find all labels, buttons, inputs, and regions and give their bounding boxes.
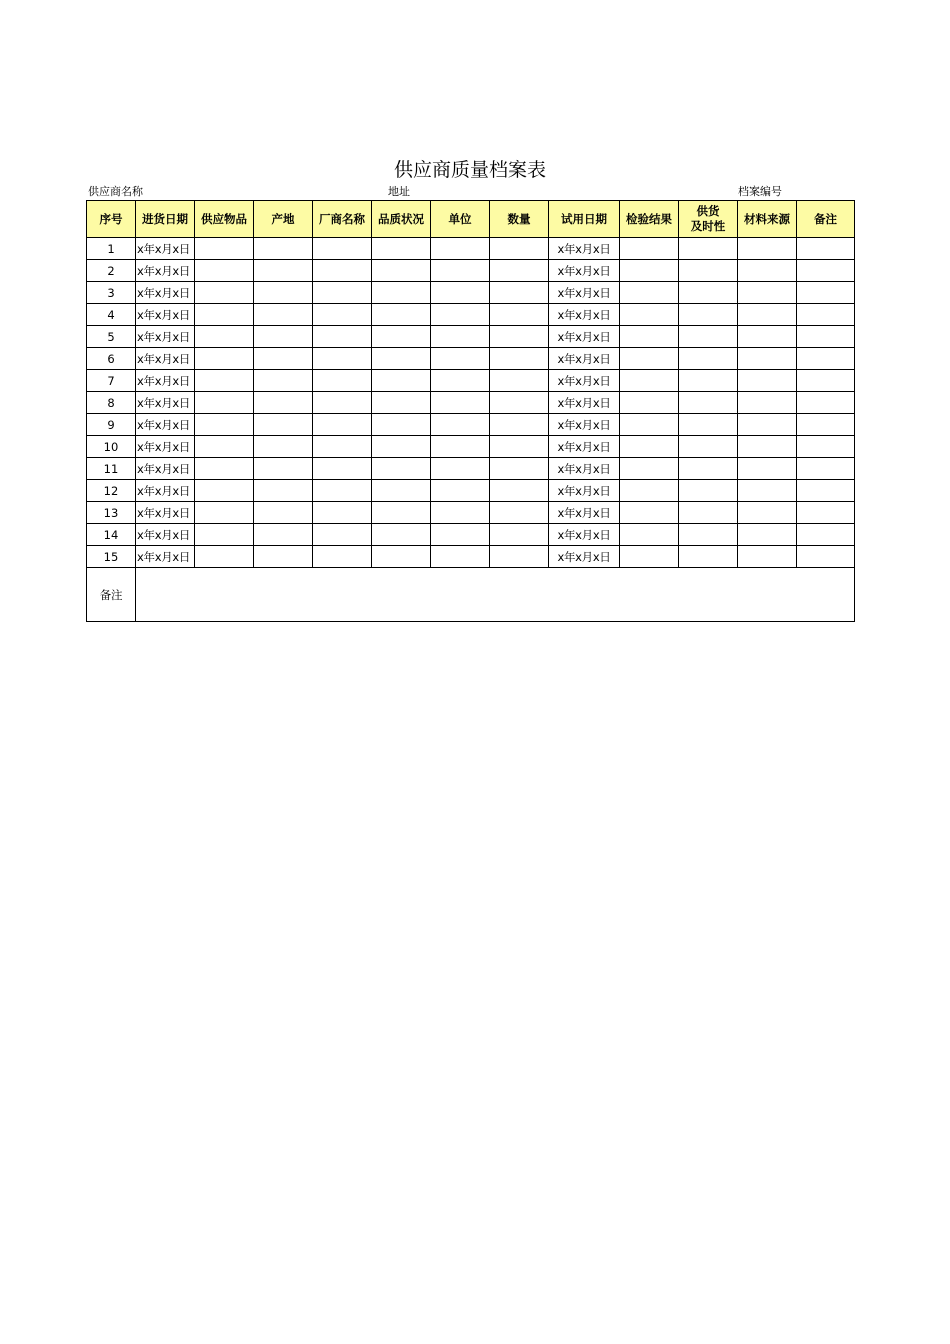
cell-material-source	[738, 502, 797, 524]
cell-material-source	[738, 238, 797, 260]
table-row	[87, 238, 855, 260]
cell-quality-status	[372, 392, 431, 414]
cell-remarks	[797, 282, 855, 304]
cell-quality-status	[372, 458, 431, 480]
cell-manufacturer	[313, 304, 372, 326]
column-header-manufacturer: 厂商名称	[313, 201, 372, 238]
cell-quantity	[490, 480, 549, 502]
cell-unit	[431, 260, 490, 282]
cell-inspection-result	[620, 502, 679, 524]
cell-manufacturer	[313, 326, 372, 348]
cell-manufacturer	[313, 524, 372, 546]
cell-inspection-result	[620, 524, 679, 546]
cell-inspection-result	[620, 260, 679, 282]
cell-purchase-date: x年x月x日	[136, 282, 195, 304]
table-row	[87, 480, 855, 502]
cell-origin	[254, 326, 313, 348]
cell-no: 4	[87, 304, 136, 326]
cell-purchase-date: x年x月x日	[136, 524, 195, 546]
column-header-origin: 产地	[254, 201, 313, 238]
table-row	[87, 392, 855, 414]
remarks-label: 备注	[87, 568, 136, 622]
delivery-timeliness-line-2: 及时性	[690, 219, 726, 233]
cell-unit	[431, 370, 490, 392]
cell-quality-status	[372, 370, 431, 392]
cell-delivery-timeliness	[679, 502, 738, 524]
table-header-row	[87, 201, 855, 238]
cell-quantity	[490, 282, 549, 304]
cell-purchase-date: x年x月x日	[136, 260, 195, 282]
cell-quality-status	[372, 282, 431, 304]
column-header-no: 序号	[87, 201, 136, 238]
remarks-row	[87, 568, 855, 622]
cell-purchase-date: x年x月x日	[136, 480, 195, 502]
cell-no: 13	[87, 502, 136, 524]
cell-unit	[431, 414, 490, 436]
cell-origin	[254, 304, 313, 326]
cell-unit	[431, 502, 490, 524]
cell-quantity	[490, 238, 549, 260]
cell-trial-date: x年x月x日	[549, 392, 620, 414]
delivery-timeliness-line-1: 供货	[696, 204, 720, 218]
cell-remarks	[797, 392, 855, 414]
cell-manufacturer	[313, 458, 372, 480]
cell-no: 11	[87, 458, 136, 480]
column-header-trial-date: 试用日期	[549, 201, 620, 238]
cell-manufacturer	[313, 546, 372, 568]
cell-remarks	[797, 326, 855, 348]
cell-origin	[254, 546, 313, 568]
cell-purchase-date: x年x月x日	[136, 238, 195, 260]
cell-delivery-timeliness	[679, 282, 738, 304]
cell-inspection-result	[620, 326, 679, 348]
cell-origin	[254, 348, 313, 370]
page-title: 供应商质量档案表	[393, 159, 546, 181]
cell-trial-date: x年x月x日	[549, 238, 620, 260]
cell-quality-status	[372, 326, 431, 348]
cell-trial-date: x年x月x日	[549, 480, 620, 502]
cell-supplied-item	[195, 480, 254, 502]
cell-material-source	[738, 282, 797, 304]
cell-remarks	[797, 436, 855, 458]
cell-trial-date: x年x月x日	[549, 348, 620, 370]
cell-purchase-date: x年x月x日	[136, 348, 195, 370]
cell-delivery-timeliness	[679, 348, 738, 370]
cell-supplied-item	[195, 458, 254, 480]
file-number-label: 档案编号	[738, 185, 782, 198]
supplier-quality-table	[86, 200, 855, 622]
cell-trial-date: x年x月x日	[549, 502, 620, 524]
cell-manufacturer	[313, 348, 372, 370]
cell-remarks	[797, 414, 855, 436]
cell-remarks	[797, 502, 855, 524]
cell-no: 8	[87, 392, 136, 414]
cell-quality-status	[372, 260, 431, 282]
cell-trial-date: x年x月x日	[549, 326, 620, 348]
table-row	[87, 326, 855, 348]
cell-supplied-item	[195, 546, 254, 568]
cell-no: 10	[87, 436, 136, 458]
cell-quantity	[490, 370, 549, 392]
cell-inspection-result	[620, 436, 679, 458]
cell-material-source	[738, 260, 797, 282]
cell-material-source	[738, 370, 797, 392]
cell-supplied-item	[195, 414, 254, 436]
cell-material-source	[738, 414, 797, 436]
cell-material-source	[738, 458, 797, 480]
cell-delivery-timeliness	[679, 414, 738, 436]
cell-material-source	[738, 304, 797, 326]
cell-no: 15	[87, 546, 136, 568]
cell-origin	[254, 392, 313, 414]
cell-delivery-timeliness	[679, 436, 738, 458]
cell-inspection-result	[620, 370, 679, 392]
cell-origin	[254, 480, 313, 502]
cell-quantity	[490, 392, 549, 414]
cell-trial-date: x年x月x日	[549, 436, 620, 458]
cell-remarks	[797, 546, 855, 568]
cell-no: 1	[87, 238, 136, 260]
cell-trial-date: x年x月x日	[549, 370, 620, 392]
remarks-content	[136, 568, 855, 622]
cell-origin	[254, 370, 313, 392]
cell-trial-date: x年x月x日	[549, 546, 620, 568]
cell-no: 12	[87, 480, 136, 502]
cell-quality-status	[372, 436, 431, 458]
cell-purchase-date: x年x月x日	[136, 546, 195, 568]
cell-quality-status	[372, 502, 431, 524]
cell-supplied-item	[195, 524, 254, 546]
cell-quantity	[490, 524, 549, 546]
cell-inspection-result	[620, 414, 679, 436]
cell-origin	[254, 260, 313, 282]
cell-quantity	[490, 436, 549, 458]
cell-origin	[254, 502, 313, 524]
table-row	[87, 282, 855, 304]
table-row	[87, 370, 855, 392]
cell-unit	[431, 326, 490, 348]
cell-delivery-timeliness	[679, 260, 738, 282]
cell-quantity	[490, 326, 549, 348]
cell-quantity	[490, 304, 549, 326]
cell-delivery-timeliness	[679, 370, 738, 392]
cell-manufacturer	[313, 238, 372, 260]
cell-trial-date: x年x月x日	[549, 282, 620, 304]
cell-delivery-timeliness	[679, 304, 738, 326]
table-row	[87, 546, 855, 568]
cell-unit	[431, 304, 490, 326]
column-header-remarks: 备注	[797, 201, 855, 238]
cell-quality-status	[372, 546, 431, 568]
cell-delivery-timeliness	[679, 524, 738, 546]
cell-no: 9	[87, 414, 136, 436]
column-header-quality-status: 品质状况	[372, 201, 431, 238]
cell-supplied-item	[195, 260, 254, 282]
cell-unit	[431, 480, 490, 502]
cell-quality-status	[372, 304, 431, 326]
cell-supplied-item	[195, 370, 254, 392]
cell-purchase-date: x年x月x日	[136, 370, 195, 392]
cell-material-source	[738, 480, 797, 502]
cell-purchase-date: x年x月x日	[136, 392, 195, 414]
table-row	[87, 436, 855, 458]
cell-purchase-date: x年x月x日	[136, 436, 195, 458]
cell-quantity	[490, 502, 549, 524]
address-label: 地址	[388, 185, 410, 198]
cell-manufacturer	[313, 260, 372, 282]
cell-remarks	[797, 238, 855, 260]
cell-purchase-date: x年x月x日	[136, 326, 195, 348]
column-header-inspection-result: 检验结果	[620, 201, 679, 238]
cell-supplied-item	[195, 348, 254, 370]
cell-purchase-date: x年x月x日	[136, 502, 195, 524]
table-row	[87, 458, 855, 480]
cell-manufacturer	[313, 480, 372, 502]
cell-inspection-result	[620, 392, 679, 414]
column-header-delivery-timeliness	[679, 201, 738, 238]
cell-purchase-date: x年x月x日	[136, 304, 195, 326]
cell-unit	[431, 546, 490, 568]
cell-purchase-date: x年x月x日	[136, 414, 195, 436]
cell-supplied-item	[195, 502, 254, 524]
cell-supplied-item	[195, 238, 254, 260]
cell-unit	[431, 282, 490, 304]
cell-no: 6	[87, 348, 136, 370]
cell-manufacturer	[313, 436, 372, 458]
column-header-quantity: 数量	[490, 201, 549, 238]
table-row	[87, 260, 855, 282]
cell-origin	[254, 238, 313, 260]
cell-origin	[254, 458, 313, 480]
cell-delivery-timeliness	[679, 480, 738, 502]
cell-purchase-date: x年x月x日	[136, 458, 195, 480]
cell-quality-status	[372, 414, 431, 436]
cell-trial-date: x年x月x日	[549, 414, 620, 436]
cell-remarks	[797, 348, 855, 370]
cell-remarks	[797, 524, 855, 546]
cell-material-source	[738, 524, 797, 546]
table-row	[87, 502, 855, 524]
cell-supplied-item	[195, 392, 254, 414]
cell-material-source	[738, 348, 797, 370]
cell-inspection-result	[620, 348, 679, 370]
cell-trial-date: x年x月x日	[549, 458, 620, 480]
cell-inspection-result	[620, 458, 679, 480]
cell-unit	[431, 392, 490, 414]
cell-remarks	[797, 260, 855, 282]
cell-quantity	[490, 414, 549, 436]
cell-origin	[254, 524, 313, 546]
cell-supplied-item	[195, 326, 254, 348]
cell-unit	[431, 436, 490, 458]
supplier-name-label: 供应商名称	[88, 185, 143, 198]
cell-quantity	[490, 260, 549, 282]
cell-manufacturer	[313, 282, 372, 304]
cell-remarks	[797, 370, 855, 392]
cell-no: 7	[87, 370, 136, 392]
cell-inspection-result	[620, 304, 679, 326]
cell-delivery-timeliness	[679, 326, 738, 348]
column-header-material-source: 材料来源	[738, 201, 797, 238]
cell-unit	[431, 524, 490, 546]
column-header-unit: 单位	[431, 201, 490, 238]
cell-manufacturer	[313, 414, 372, 436]
cell-supplied-item	[195, 282, 254, 304]
cell-quantity	[490, 458, 549, 480]
cell-quality-status	[372, 238, 431, 260]
cell-delivery-timeliness	[679, 238, 738, 260]
cell-delivery-timeliness	[679, 546, 738, 568]
cell-trial-date: x年x月x日	[549, 304, 620, 326]
cell-material-source	[738, 392, 797, 414]
cell-inspection-result	[620, 238, 679, 260]
cell-material-source	[738, 436, 797, 458]
cell-remarks	[797, 480, 855, 502]
cell-manufacturer	[313, 392, 372, 414]
cell-quality-status	[372, 348, 431, 370]
cell-material-source	[738, 326, 797, 348]
cell-trial-date: x年x月x日	[549, 524, 620, 546]
table-row	[87, 348, 855, 370]
cell-supplied-item	[195, 436, 254, 458]
cell-origin	[254, 282, 313, 304]
cell-origin	[254, 414, 313, 436]
table-row	[87, 304, 855, 326]
cell-remarks	[797, 304, 855, 326]
cell-no: 3	[87, 282, 136, 304]
cell-no: 14	[87, 524, 136, 546]
cell-no: 2	[87, 260, 136, 282]
cell-quantity	[490, 348, 549, 370]
table-row	[87, 414, 855, 436]
cell-material-source	[738, 546, 797, 568]
cell-inspection-result	[620, 480, 679, 502]
cell-inspection-result	[620, 546, 679, 568]
cell-quality-status	[372, 480, 431, 502]
cell-unit	[431, 458, 490, 480]
cell-supplied-item	[195, 304, 254, 326]
column-header-purchase-date: 进货日期	[136, 201, 195, 238]
cell-delivery-timeliness	[679, 392, 738, 414]
cell-unit	[431, 238, 490, 260]
cell-origin	[254, 436, 313, 458]
cell-trial-date: x年x月x日	[549, 260, 620, 282]
cell-quantity	[490, 546, 549, 568]
cell-inspection-result	[620, 282, 679, 304]
cell-quality-status	[372, 524, 431, 546]
cell-manufacturer	[313, 502, 372, 524]
cell-unit	[431, 348, 490, 370]
cell-manufacturer	[313, 370, 372, 392]
column-header-supplied-item: 供应物品	[195, 201, 254, 238]
cell-delivery-timeliness	[679, 458, 738, 480]
table-row	[87, 524, 855, 546]
cell-no: 5	[87, 326, 136, 348]
cell-remarks	[797, 458, 855, 480]
